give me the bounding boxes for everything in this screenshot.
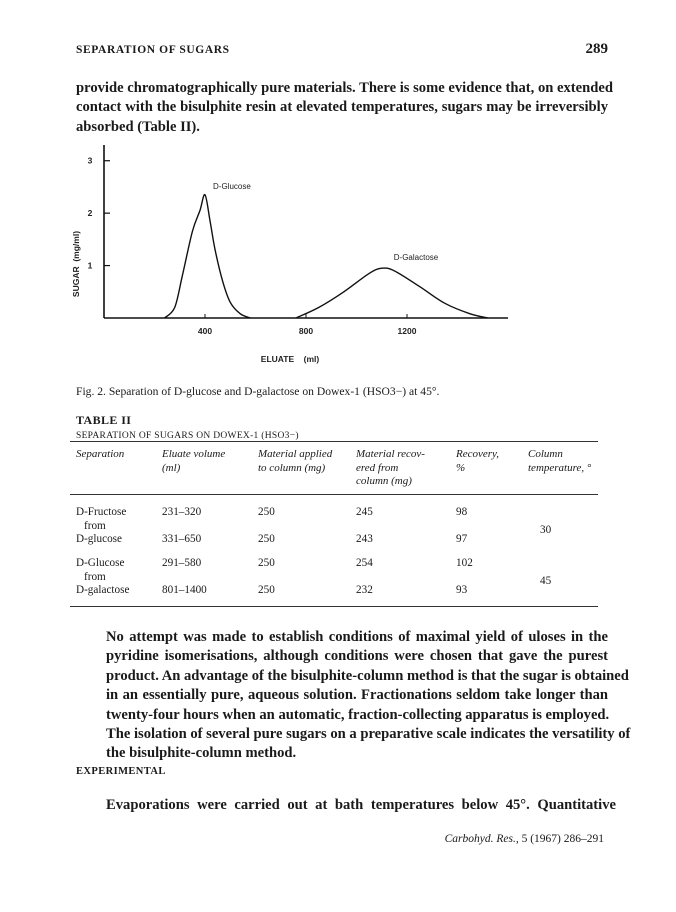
experimental-line: Evaporations were carried out at bath temperatures below 45°. Quantitative <box>106 797 616 813</box>
column-header: Column <box>528 448 563 460</box>
table-cell-eluate: 331–650 <box>162 533 202 545</box>
table-cell-eluate: 801–1400 <box>162 584 207 596</box>
table-cell-separation: D-Glucose <box>76 557 125 569</box>
experimental-heading: EXPERIMENTAL <box>76 766 166 777</box>
table-rule-bottom <box>70 606 598 607</box>
table-cell-temperature: 30 <box>540 523 552 536</box>
body-line: No attempt was made to establish conditions of maximal yield of uloses in the <box>106 629 608 645</box>
x-axis-label: ELUATE (ml) <box>260 354 320 364</box>
table-cell-applied: 250 <box>258 506 275 518</box>
chart-root <box>71 145 508 364</box>
table-rule-header <box>70 494 598 495</box>
table-cell-recovered: 254 <box>356 557 373 569</box>
table-title: SEPARATION OF SUGARS ON DOWEX-1 (HSO3−) <box>76 431 299 441</box>
page-number: 289 <box>585 41 608 57</box>
table-cell-eluate: 231–320 <box>162 506 202 518</box>
table-cell-recovered: 245 <box>356 506 373 518</box>
series-line-galactose <box>296 268 488 318</box>
table-cell-recovered: 243 <box>356 533 373 545</box>
body-paragraph <box>76 628 631 764</box>
series-label-galactose: D-Galactose <box>393 253 439 263</box>
column-header: Recovery, <box>456 448 500 460</box>
experimental-paragraph <box>76 796 616 815</box>
column-header: Eluate volume <box>162 448 226 460</box>
table-cell-applied: 250 <box>258 557 275 569</box>
table-cell-separation: D-Fructose <box>76 506 127 518</box>
series-line-glucose <box>165 195 251 318</box>
table-cell-recovery: 97 <box>456 533 468 545</box>
column-header: column (mg) <box>356 475 412 487</box>
table-cell-separation: from <box>84 519 106 532</box>
y-tick-label: 3 <box>87 155 93 166</box>
column-header: % <box>456 461 466 474</box>
body-line: twenty-four hours when an automatic, fraction-collecting apparatus is employed. <box>106 706 610 723</box>
body-line: The isolation of several pure sugars on a preparative scale indicates the versatility of <box>106 726 631 743</box>
x-tick-label: 800 <box>298 326 314 336</box>
journal-name: Carbohyd. Res., <box>444 833 519 845</box>
journal-footer <box>445 833 604 845</box>
y-tick-label: 1 <box>87 260 93 271</box>
table-cell-separation: D-galactose <box>76 584 130 596</box>
body-line: pyridine isomerisations, although conditions were chosen that gave the purest <box>106 648 608 665</box>
intro-line: contact with the bisulphite resin at elevated temperatures, sugars may be irreversibly <box>76 99 608 116</box>
table-cell-recovery: 93 <box>456 584 468 596</box>
column-header: Material applied <box>258 448 333 460</box>
column-header: Material recov- <box>356 448 425 460</box>
running-title: SEPARATION OF SUGARS <box>76 44 230 56</box>
series-label-glucose: D-Glucose <box>213 181 251 191</box>
table-cell-applied: 250 <box>258 533 275 545</box>
table-rule-top <box>70 441 598 442</box>
y-tick-label: 2 <box>87 208 93 219</box>
table-cell-applied: 250 <box>258 584 275 596</box>
figure-caption: Fig. 2. Separation of D-glucose and D-galactose on Dowex-1 (HSO3−) at 45°. <box>76 385 440 398</box>
column-header: temperature, ° <box>528 461 592 474</box>
body-line: the bisulphite-column method. <box>106 745 297 762</box>
table-cell-recovered: 232 <box>356 584 373 596</box>
table-label: TABLE II <box>76 413 132 427</box>
journal-citation: 5 (1967) 286–291 <box>518 833 604 845</box>
table-cell-separation: from <box>84 570 106 583</box>
intro-line: provide chromatographically pure materials. There is some evidence that, on extended <box>76 80 613 96</box>
x-tick-label: 400 <box>197 326 213 336</box>
table-cell-recovery: 102 <box>456 557 473 569</box>
elution-chart <box>0 0 676 380</box>
table-cell-temperature: 45 <box>540 574 552 587</box>
body-line: in an essentially pure, aqueous solution. Fractionations seldom take longer than <box>106 687 608 704</box>
intro-line: absorbed (Table II). <box>76 118 200 135</box>
table-cell-recovery: 98 <box>456 506 468 518</box>
x-tick-label: 1200 <box>397 326 417 336</box>
table-cell-eluate: 291–580 <box>162 557 202 569</box>
column-header: ered from <box>356 461 399 474</box>
column-header: (ml) <box>162 461 181 474</box>
body-line: product. An advantage of the bisulphite-column method is that the sugar is obtained <box>106 667 629 684</box>
y-axis-label: SUGAR (mg/ml) <box>71 230 81 298</box>
table-cell-separation: D-glucose <box>76 533 122 545</box>
column-header: to column (mg) <box>258 461 326 474</box>
column-header: Separation <box>76 448 125 460</box>
